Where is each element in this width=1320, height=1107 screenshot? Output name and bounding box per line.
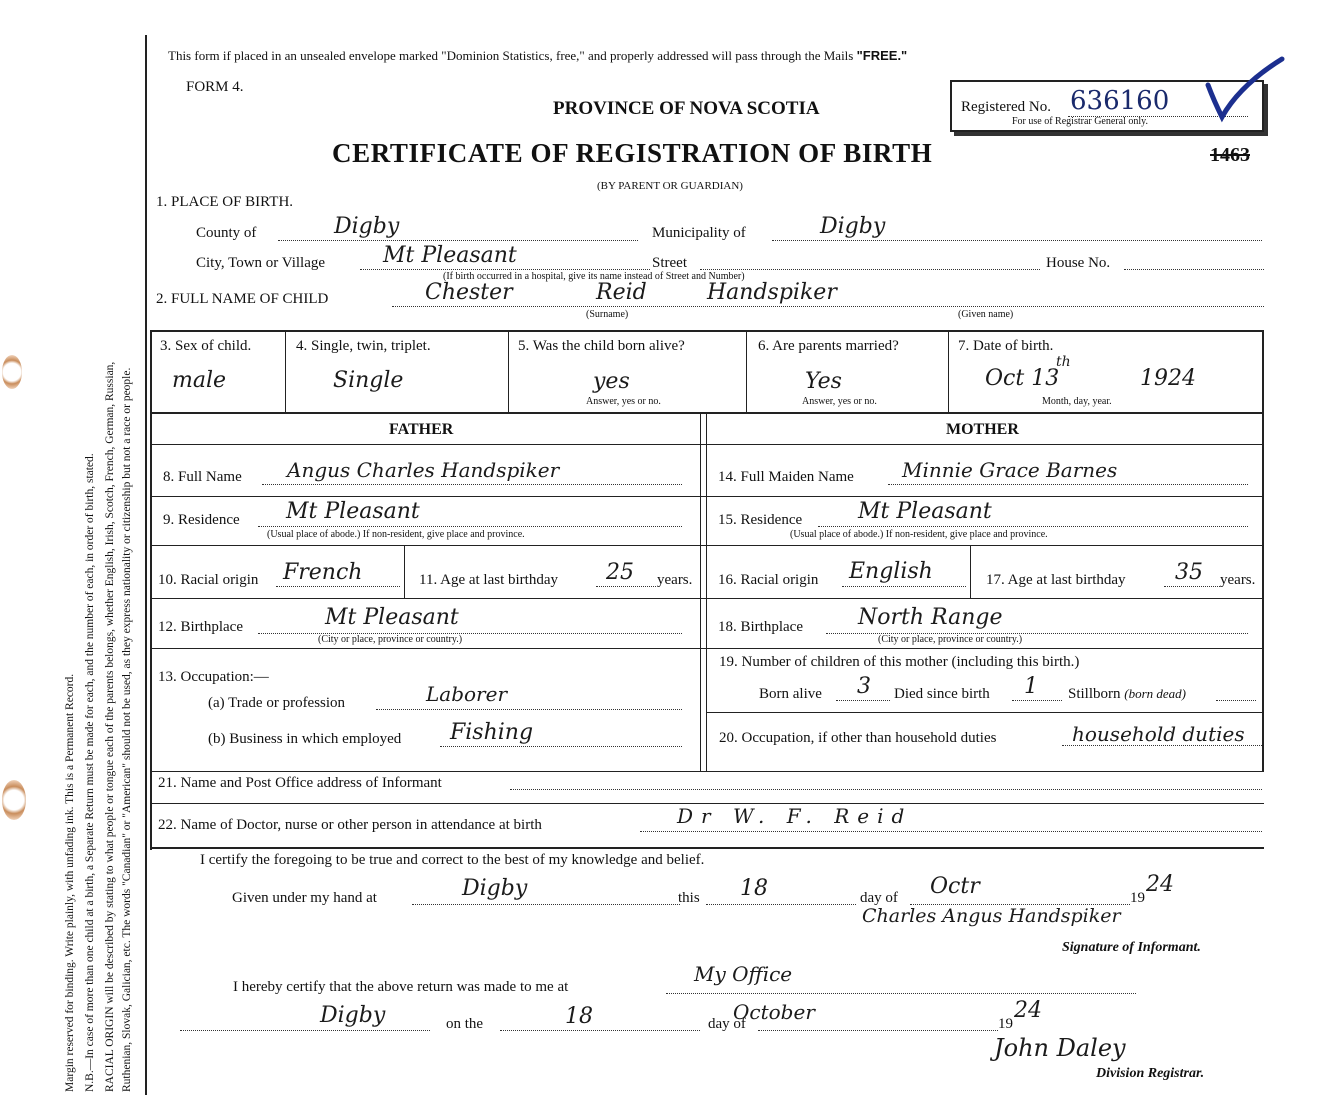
surname-caption: (Surname) — [586, 309, 629, 320]
certify-statement: I certify the foregoing to be true and correct to the best of my knowledge and belief. — [200, 852, 705, 868]
municipality-label: Municipality of — [652, 225, 746, 241]
child-name-label: 2. FULL NAME OF CHILD — [156, 291, 329, 307]
mother-occupation-label: 20. Occupation, if other than household duties — [719, 730, 997, 746]
city-label: City, Town or Village — [196, 255, 326, 271]
died-line — [1012, 700, 1062, 701]
registrar-day: 18 — [565, 1004, 593, 1029]
registrar-year-prefix: 19 — [998, 1016, 1013, 1032]
place-of-birth-label: 1. PLACE OF BIRTH. — [156, 194, 294, 210]
mother-age-label: 17. Age at last birthday — [986, 572, 1126, 588]
married-value: Yes — [805, 369, 842, 394]
mother-residence-label: 15. Residence — [718, 512, 803, 528]
born-alive-label: Born alive — [759, 686, 822, 702]
province-heading: PROVINCE OF NOVA SCOTIA — [553, 98, 820, 119]
stillborn-note: (born dead) — [1124, 686, 1187, 701]
business-line — [440, 746, 682, 747]
house-label: House No. — [1046, 255, 1111, 271]
married-caption: Answer, yes or no. — [802, 396, 877, 407]
registrar-statement: I hereby certify that the above return was made to me at — [233, 979, 569, 995]
registrar-on-label: on the — [446, 1016, 484, 1032]
father-birthplace-caption: (City or place, province or country.) — [318, 634, 463, 645]
father-residence: Mt Pleasant — [286, 499, 420, 524]
rule-12 — [150, 648, 1264, 649]
form-number: FORM 4. — [186, 79, 244, 95]
rule-19 — [706, 712, 1264, 713]
divider-5 — [746, 330, 747, 412]
sex-value: male — [172, 368, 227, 393]
divider-6 — [948, 330, 949, 412]
rule-right — [1262, 330, 1264, 772]
rule-heading — [150, 444, 1264, 445]
father-racial: French — [283, 560, 363, 585]
mother-racial-line — [842, 586, 966, 587]
given-year: 24 — [1146, 872, 1174, 897]
occupation-label: 13. Occupation:— — [158, 669, 269, 685]
mother-occupation: household duties — [1072, 722, 1245, 746]
mother-birthplace-label: 18. Birthplace — [718, 619, 803, 635]
registrar-signature: John Daley — [994, 1034, 1126, 1062]
margin-note-1: Margin reserved for binding. Write plainly, with unfading ink. This is a Permanent Record. — [64, 673, 76, 1092]
child-name-line — [392, 306, 1264, 307]
mail-note — [168, 48, 907, 64]
rule-left — [150, 330, 152, 850]
father-age-line — [596, 586, 656, 587]
rule-10 — [150, 598, 1264, 599]
mother-name-line — [888, 484, 1248, 485]
doctor-name: Dr W. F. Reid — [677, 804, 913, 828]
mother-years: years. — [1220, 572, 1256, 588]
dob-caption: Month, day, year. — [1042, 396, 1112, 407]
alive-caption: Answer, yes or no. — [586, 396, 661, 407]
informant-label: 21. Name and Post Office address of Informant — [158, 775, 442, 791]
mother-residence: Mt Pleasant — [858, 499, 992, 524]
registrar-place: Digby — [320, 1003, 386, 1028]
father-age: 25 — [606, 560, 634, 585]
given-label: Given under my hand at — [232, 890, 377, 906]
given-day-of: day of — [860, 890, 898, 906]
trade-line — [376, 709, 682, 710]
mother-birthplace: North Range — [858, 605, 1003, 630]
alive-value: yes — [593, 369, 630, 394]
stillborn-text: Stillborn — [1068, 686, 1121, 702]
father-racial-line — [276, 586, 400, 587]
house-line — [1124, 269, 1264, 270]
mother-racial-label: 16. Racial origin — [718, 572, 819, 588]
this-label: this — [678, 890, 700, 906]
doctor-label: 22. Name of Doctor, nurse or other person in attendance at birth — [158, 817, 542, 833]
dob-label: 7. Date of birth. — [958, 338, 1054, 354]
mother-racial: English — [849, 559, 933, 584]
municipality-value: Digby — [820, 214, 886, 239]
rule-top-row — [150, 330, 1264, 332]
street-label: Street — [652, 255, 687, 271]
father-years: years. — [657, 572, 693, 588]
margin-note-3: RACIAL ORIGIN will be described by stating to what people or tongue each of the parents belongs, whether English, Irish, Scotch, French, German, Russian, — [104, 361, 116, 1092]
informant-signature: Charles Angus Handspiker — [862, 905, 1121, 927]
plurality-value: Single — [333, 368, 404, 393]
mother-age-line — [1164, 586, 1220, 587]
mother-heading: MOTHER — [946, 421, 1019, 438]
dob-suffix: th — [1056, 354, 1071, 370]
mother-residence-line — [818, 526, 1248, 527]
given-caption: (Given name) — [958, 309, 1014, 320]
doctor-line — [640, 831, 1262, 832]
margin-note-4: Ruthenian, Slovak, Galician, etc. The words "Canadian" or "American" should not be used, as they express nationality or citizenship but not a race or people. — [121, 367, 133, 1092]
county-line — [278, 240, 638, 241]
divider-16 — [970, 545, 971, 598]
father-name-line — [262, 484, 682, 485]
born-alive-value: 3 — [857, 674, 871, 699]
certificate-title: CERTIFICATE OF REGISTRATION OF BIRTH — [332, 138, 933, 168]
father-residence-caption: (Usual place of abode.) If non-resident, give place and province. — [267, 529, 525, 540]
given-day: 18 — [740, 876, 768, 901]
city-line — [360, 269, 650, 270]
registrar-place-line — [180, 1030, 430, 1031]
certificate-subtitle: (BY PARENT OR GUARDIAN) — [597, 180, 743, 192]
father-name: Angus Charles Handspiker — [287, 458, 560, 482]
form-left-rule — [145, 35, 147, 1095]
registrar-day-of: day of — [708, 1016, 746, 1032]
child-given-2: Reid — [596, 280, 647, 305]
divider-10 — [404, 545, 405, 598]
registrar-signature-label: Division Registrar. — [1096, 1066, 1205, 1081]
mother-age: 35 — [1175, 560, 1203, 585]
divider-4 — [508, 330, 509, 412]
municipality-line — [772, 240, 1262, 241]
children-label: 19. Number of children of this mother (including this birth.) — [719, 654, 1080, 670]
registered-value: 636160 — [1070, 86, 1170, 116]
dob-year: 1924 — [1140, 366, 1196, 391]
given-month: Octr — [930, 874, 980, 899]
informant-line — [510, 789, 1262, 790]
street-line — [700, 269, 1040, 270]
married-label: 6. Are parents married? — [758, 338, 899, 354]
father-birthplace-label: 12. Birthplace — [158, 619, 243, 635]
mail-note-text: This form if placed in an unsealed envelope marked "Dominion Statistics, free," and properly addressed will pass through the Mails — [168, 48, 854, 63]
mother-name: Minnie Grace Barnes — [902, 458, 1118, 482]
mother-birthplace-caption: (City or place, province or country.) — [878, 634, 1023, 645]
hospital-note: (If birth occurred in a hospital, give its name instead of Street and Number) — [443, 271, 745, 282]
sex-label: 3. Sex of child. — [160, 338, 252, 354]
registrar-at: My Office — [694, 962, 793, 986]
corner-number: 1463 — [1210, 144, 1250, 166]
registrar-month-line — [758, 1030, 998, 1031]
born-alive-line — [836, 700, 890, 701]
mother-name-label: 14. Full Maiden Name — [718, 469, 854, 485]
rule-13 — [150, 771, 1264, 772]
rule-8 — [150, 496, 1264, 497]
center-rule-a — [700, 412, 701, 772]
father-birthplace: Mt Pleasant — [325, 605, 459, 630]
dob-month-day: Oct 13 — [985, 366, 1060, 391]
father-age-label: 11. Age at last birthday — [419, 572, 558, 588]
given-year-prefix: 19 — [1130, 890, 1145, 906]
given-line — [412, 904, 680, 905]
rule-below-row — [150, 412, 1264, 414]
informant-signature-label: Signature of Informant. — [1062, 940, 1201, 955]
child-given-1: Chester — [425, 280, 513, 305]
check-mark-icon — [1200, 55, 1290, 125]
business-label: (b) Business in which employed — [208, 731, 402, 747]
trade-value: Laborer — [426, 682, 508, 706]
plurality-label: 4. Single, twin, triplet. — [296, 338, 431, 354]
registrar-at-line — [666, 993, 1136, 994]
business-value: Fishing — [450, 720, 534, 745]
registrar-day-line — [500, 1030, 700, 1031]
stillborn-label — [1068, 686, 1186, 703]
rule-9 — [150, 545, 1264, 546]
father-heading: FATHER — [389, 421, 454, 438]
punch-hole-top — [2, 355, 22, 389]
father-residence-label: 9. Residence — [163, 512, 240, 528]
father-residence-line — [258, 526, 682, 527]
registered-label: Registered No. — [961, 99, 1051, 115]
rule-22 — [150, 847, 1264, 849]
died-label: Died since birth — [894, 686, 990, 702]
center-rule-b — [706, 412, 707, 772]
stillborn-line — [1216, 700, 1256, 701]
father-name-label: 8. Full Name — [163, 469, 242, 485]
city-value: Mt Pleasant — [383, 243, 517, 268]
trade-label: (a) Trade or profession — [208, 695, 346, 711]
margin-note-2: N.B.—In case of more than one child at a birth, a Separate Return must be made for each, and the number of each, in order of birth, stated. — [84, 453, 96, 1092]
child-surname: Handspiker — [707, 280, 837, 305]
mail-free: "FREE." — [856, 48, 908, 63]
registrar-year: 24 — [1014, 998, 1042, 1023]
this-line — [706, 904, 856, 905]
died-value: 1 — [1024, 674, 1038, 699]
county-label: County of — [196, 225, 257, 241]
mother-residence-caption: (Usual place of abode.) If non-resident, give place and province. — [790, 529, 1048, 540]
county-value: Digby — [334, 214, 400, 239]
punch-hole-bottom — [2, 780, 26, 820]
registrar-note: For use of Registrar General only. — [1012, 116, 1148, 127]
given-place: Digby — [462, 876, 528, 901]
alive-label: 5. Was the child born alive? — [518, 338, 685, 354]
father-racial-label: 10. Racial origin — [158, 572, 259, 588]
divider-3 — [285, 330, 286, 412]
registrar-month: October — [733, 1000, 815, 1024]
